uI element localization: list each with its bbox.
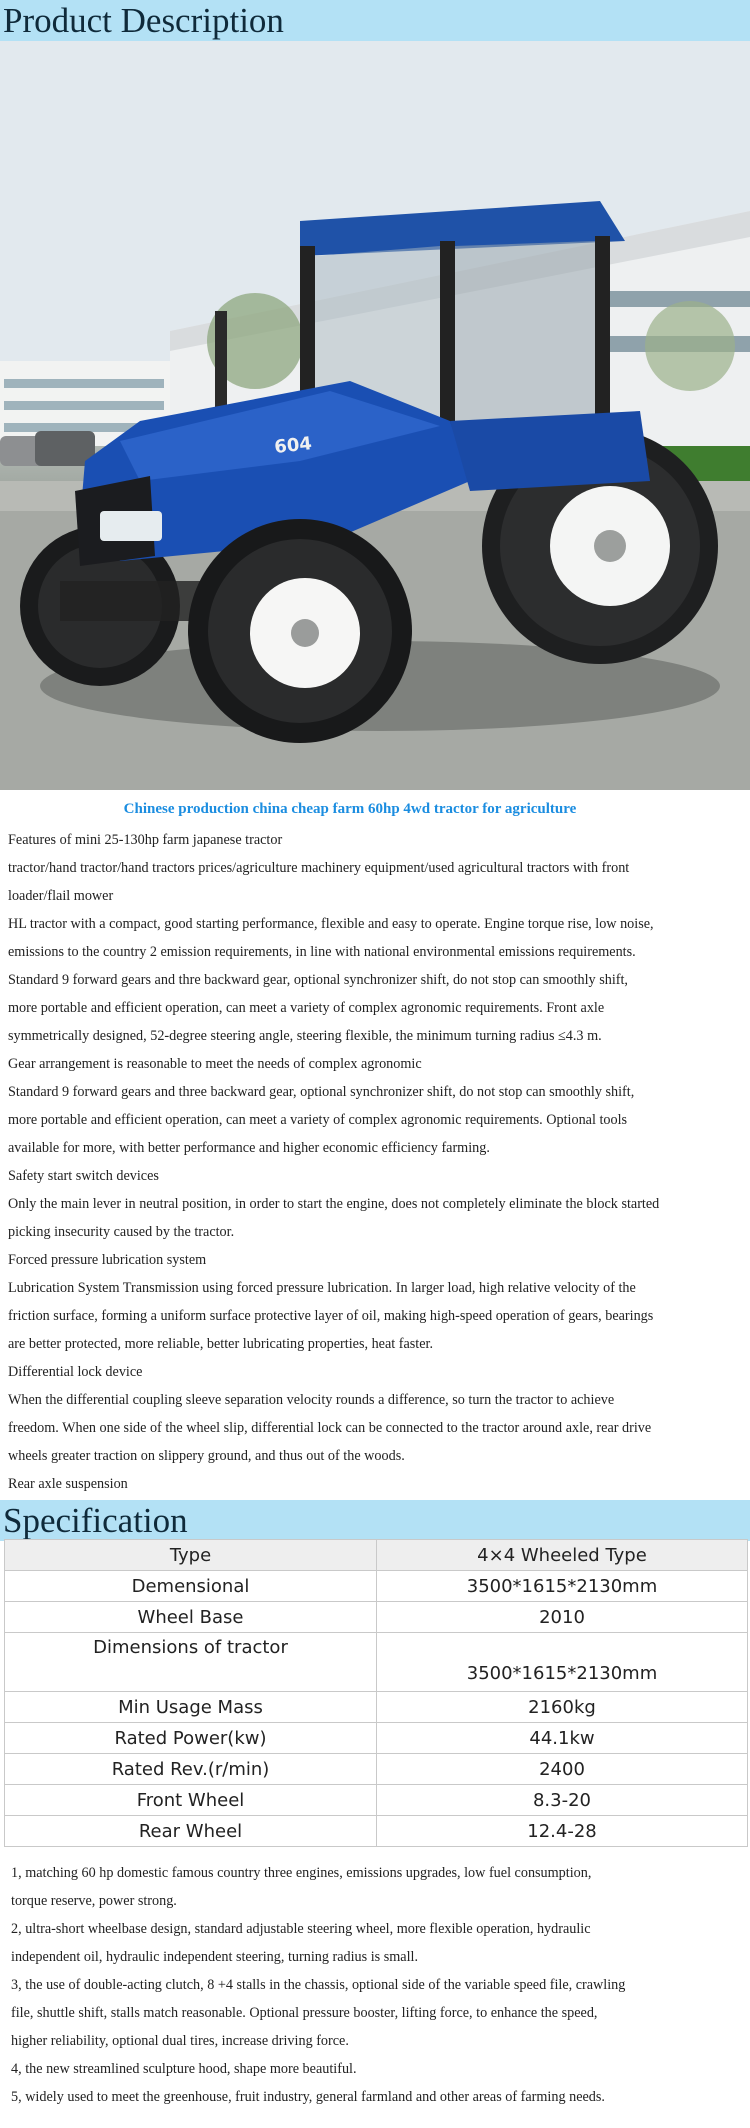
description-line: Forced pressure lubrication system: [8, 1252, 207, 1268]
table-row: [5, 1723, 748, 1754]
description-line: more portable and efficient operation, can meet a variety of complex agronomic requirements. Front axle: [8, 1000, 605, 1016]
description-line: Rear axle suspension: [8, 1476, 128, 1492]
table-row: [5, 1785, 748, 1816]
feature-line: higher reliability, optional dual tires, increase driving force.: [11, 2033, 349, 2049]
description-line: When the differential coupling sleeve separation velocity rounds a difference, so turn the tractor to achieve: [8, 1392, 615, 1408]
description-line: tractor/hand tractor/hand tractors prices/agriculture machinery equipment/used agricultural tractors with front: [8, 860, 630, 876]
spec-value: 3500*1615*2130mm: [377, 1633, 748, 1692]
product-title: Chinese production china cheap farm 60hp 4wd tractor for agriculture: [123, 801, 577, 817]
description-line: available for more, with better performance and higher economic efficiency farming.: [8, 1140, 490, 1156]
feature-line: 4, the new streamlined sculpture hood, shape more beautiful.: [11, 2061, 357, 2077]
spec-label: Rated Rev.(r/min): [5, 1754, 377, 1785]
feature-line: torque reserve, power strong.: [11, 1893, 177, 1909]
description-line: friction surface, forming a uniform surface protective layer of oil, making high-speed operation of gears, bearings: [8, 1308, 654, 1324]
feature-line: 2, ultra-short wheelbase design, standard adjustable steering wheel, more flexible operation, hydraulic: [11, 1921, 591, 1937]
description-line: Standard 9 forward gears and thre backward gear, optional synchronizer shift, do not stop can smoothly shift,: [8, 972, 628, 988]
spec-value: 44.1kw: [377, 1723, 748, 1754]
model-badge: 604: [273, 433, 313, 458]
feature-line: 5, widely used to meet the greenhouse, fruit industry, general farmland and other areas of farming needs.: [11, 2089, 605, 2105]
table-row: [5, 1633, 748, 1692]
spec-value: 3500*1615*2130mm: [377, 1571, 748, 1602]
tractor-photo: [0, 41, 750, 790]
table-row: [5, 1692, 748, 1723]
description-line: HL tractor with a compact, good starting performance, flexible and easy to operate. Engine torque rise, low noise,: [8, 916, 654, 932]
description-line: Safety start switch devices: [8, 1168, 159, 1184]
spec-label: Type: [5, 1540, 377, 1571]
table-row: [5, 1602, 748, 1633]
spec-label: Dimensions of tractor: [5, 1633, 377, 1692]
description-line: more portable and efficient operation, can meet a variety of complex agronomic requirements. Optional tools: [8, 1112, 628, 1128]
description-line: Differential lock device: [8, 1364, 143, 1380]
spec-value: 8.3-20: [377, 1785, 748, 1816]
section-title: Specification: [3, 1501, 188, 1540]
feature-line: file, shuttle shift, stalls match reasonable. Optional pressure booster, lifting force, to enhance the speed,: [11, 2005, 598, 2021]
spec-value: 2010: [377, 1602, 748, 1633]
description-line: wheels greater traction on slippery ground, and thus out of the woods.: [8, 1448, 405, 1464]
description-line: symmetrically designed, 52-degree steering angle, steering flexible, the minimum turning radius ≤4.3 m.: [8, 1028, 602, 1044]
description-line: Lubrication System Transmission using forced pressure lubrication. In larger load, high relative velocity of the: [8, 1280, 636, 1296]
table-row: [5, 1816, 748, 1847]
description-line: loader/flail mower: [8, 888, 114, 904]
feature-line: independent oil, hydraulic independent steering, turning radius is small.: [11, 1949, 419, 1965]
specification-header: [0, 1500, 750, 1541]
table-row: [5, 1571, 748, 1602]
description-line: Gear arrangement is reasonable to meet the needs of complex agronomic: [8, 1056, 422, 1072]
spec-label: Min Usage Mass: [5, 1692, 377, 1723]
spec-table: [4, 1539, 748, 1847]
table-row: [5, 1540, 748, 1571]
spec-label: Rated Power(kw): [5, 1723, 377, 1754]
product-description-header: [0, 0, 750, 41]
description-line: are better protected, more reliable, better lubricating properties, heat faster.: [8, 1336, 434, 1352]
feature-line: 3, the use of double-acting clutch, 8 +4 stalls in the chassis, optional side of the variable speed file, crawling: [11, 1977, 626, 1993]
spec-label: Demensional: [5, 1571, 377, 1602]
description-line: Only the main lever in neutral position, in order to start the engine, does not completely eliminate the block started: [8, 1196, 660, 1212]
spec-value: 12.4-28: [377, 1816, 748, 1847]
table-row: [5, 1754, 748, 1785]
spec-label: Rear Wheel: [5, 1816, 377, 1847]
description-line: emissions to the country 2 emission requirements, in line with national environmental emissions requirements.: [8, 944, 636, 960]
spec-label: Wheel Base: [5, 1602, 377, 1633]
description-line: freedom. When one side of the wheel slip, differential lock can be connected to the tractor around axle, rear drive: [8, 1420, 652, 1436]
spec-value: 4×4 Wheeled Type: [377, 1540, 748, 1571]
section-title: Product Description: [3, 1, 284, 40]
spec-label: Front Wheel: [5, 1785, 377, 1816]
spec-value: 2160kg: [377, 1692, 748, 1723]
spec-value: 2400: [377, 1754, 748, 1785]
description-line: picking insecurity caused by the tractor.: [8, 1224, 235, 1240]
description-line: Standard 9 forward gears and three backward gear, optional synchronizer shift, do not stop can smoothly shift,: [8, 1084, 635, 1100]
description-line: Features of mini 25-130hp farm japanese tractor: [8, 832, 283, 848]
feature-line: 1, matching 60 hp domestic famous country three engines, emissions upgrades, low fuel consumption,: [11, 1865, 592, 1881]
